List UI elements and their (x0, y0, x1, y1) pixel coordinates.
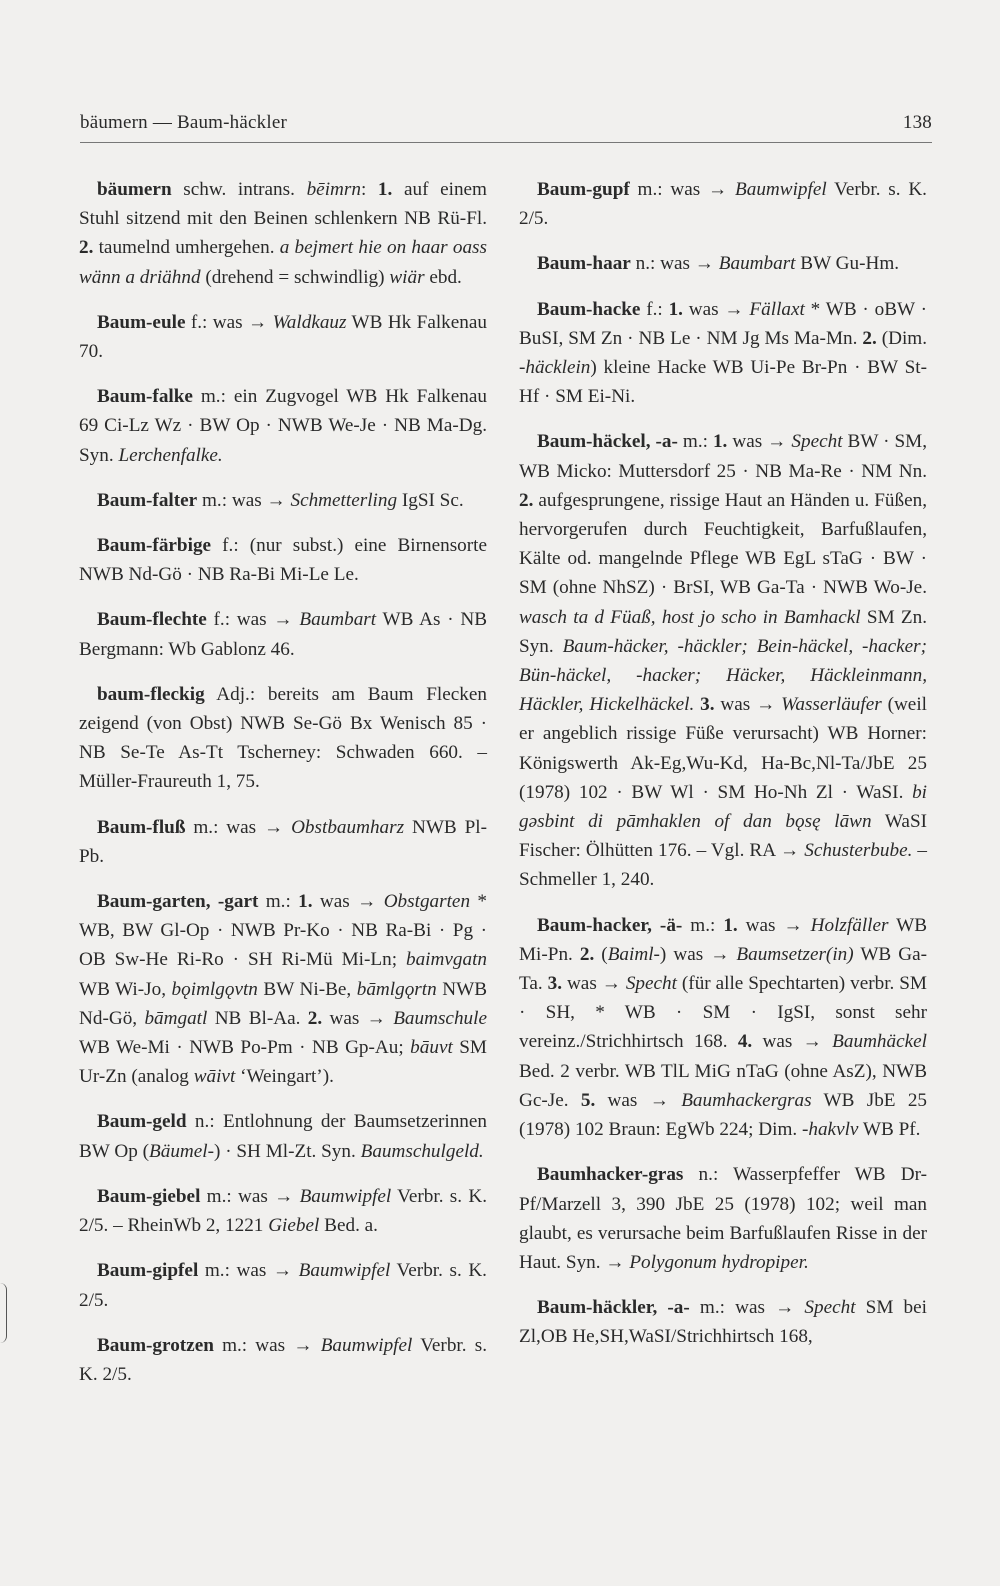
headword: Baum-färbige (97, 535, 212, 557)
entry-text: m.: was → (200, 1185, 300, 1207)
entry-text: WB JbE 25 (1978) 102 Braun: EgWb 224; Dim. (519, 1089, 928, 1141)
dictionary-entry (79, 382, 487, 470)
headword: 3. (700, 694, 715, 716)
entry-text: auf einem Stuhl sitzend mit den Beinen schlenkern NB Rü-Fl. (79, 179, 487, 230)
entry-text: m.: was → (185, 816, 292, 838)
italic-text: Wasserläufer (781, 694, 882, 716)
dictionary-entry (519, 175, 927, 233)
italic-text: Specht (791, 431, 843, 453)
entry-text: f.: (nur subst.) eine Birnensorte NWB Nd-Gö · NB Ra-Bi Mi-Le Le. (79, 535, 487, 586)
italic-text: Bäumel- (149, 1140, 215, 1162)
headword: 4. (737, 1031, 753, 1053)
entry-text: Adj.: bereits am Baum Flecken zeigend (von Obst) NWB Se-Gö Bx Wenisch 85 · NB Se-Te As-Tt Tscherney: Schwaden 660. – Müller-Fraureuth 1, 75. (79, 683, 487, 793)
entry-text: NWB Pl-Pb. (79, 816, 487, 867)
entry-text: m.: was → (689, 1297, 805, 1319)
entry-text: WB Ga-Ta. (519, 943, 928, 995)
dictionary-entry (79, 531, 487, 589)
headword: 2. (79, 237, 94, 259)
headword: Baum-fluß (97, 816, 186, 838)
entry-text: taumelnd umhergehen. (93, 237, 280, 259)
entry-text: was → (737, 914, 811, 936)
headword: 2. (307, 1007, 323, 1029)
entry-text: * WB, BW Gl-Op · NWB Pr-Ko · NB Ra-Bi · Pg · OB Sw-He Ri-Ro · SH Ri-Mü Mi-Ln; (79, 891, 488, 971)
headword: 3. (547, 973, 563, 995)
page-number: 138 (902, 112, 932, 133)
entry-text: WB Wi-Jo, (79, 978, 172, 1000)
dictionary-entry (79, 605, 487, 663)
italic-text: a bejmert hie on haar oass wänn a driähnd (79, 237, 487, 288)
entry-text: was → (714, 694, 782, 716)
entry-text: BW Gu-Hm. (795, 253, 900, 275)
entry-text: NWB Nd-Gö, (79, 978, 487, 1029)
italic-text: Baumschulgeld. (360, 1140, 484, 1162)
headword: Baum-eule (97, 311, 186, 333)
running-head: bäumern — Baum-häckler (80, 112, 287, 133)
italic-text: Schmetterling (290, 489, 398, 511)
italic-text: Baum-häcker, -häckler; Bein-häckel, -hacker; Bün-häckel, -hacker; Häcker, Häckleinmann, Häckler, Hickelhäckel. (519, 635, 927, 716)
italic-text: Polygonum hydropiper. (629, 1251, 809, 1273)
italic-text: Fällaxt (749, 298, 805, 320)
dictionary-entry (79, 308, 487, 366)
entry-text: was → (562, 973, 626, 995)
entry-text: was → (752, 1031, 833, 1053)
entry-text: n.: was → (630, 253, 719, 275)
header-rule (80, 142, 932, 143)
headword: baum-fleckig (97, 683, 205, 705)
entry-text: n.: Wasserpfeffer WB Dr-Pf/Marzell 3, 390 JbE 25 (1978) 102; weil man glaubt, es verursache beim Barfußlaufen Risse in der Haut. Syn. → (519, 1164, 927, 1273)
entry-text: ebd. (424, 266, 462, 288)
headword: 1. (377, 179, 393, 200)
headword: Baum-gipfel (97, 1260, 199, 1282)
headword: Baum-haar (537, 253, 631, 275)
italic-text: wasch ta d Füaß, host jo scho in Bamhackl (519, 606, 861, 628)
headword: Baum-garten, -gart (97, 891, 259, 913)
italic-text: Schusterbube. (804, 840, 913, 862)
entry-text: aufgesprungene, rissige Haut an Händen u. Füßen, hervorgerufen durch Feuchtigkeit, Barfußlaufen, Kälte od. mangelnde Pflege WB EgL sTaG · BW · SM (ohne NhSZ) · BrSI, WB Ga-Ta · NWB Wo-Je. (519, 489, 927, 599)
italic-text: Lerchenfalke. (118, 444, 223, 466)
entry-text: ) · SH Ml-Zt. Syn. (214, 1140, 361, 1162)
entry-text: f.: was → (185, 311, 273, 333)
entry-text: m.: (677, 431, 713, 453)
entry-text: ) kleine Hacke WB Ui-Pe Br-Pn · BW St-Hf · SM Ei-Ni. (519, 357, 927, 408)
italic-text: Baumbart (718, 253, 796, 275)
entry-text: IgSI Sc. (397, 489, 464, 511)
entry-text: Bed. a. (319, 1215, 378, 1237)
italic-text: baimvgatn (405, 949, 487, 971)
dictionary-entry (79, 1107, 487, 1165)
entry-text: m.: was → (629, 179, 736, 200)
dictionary-entry (79, 175, 487, 292)
headword: 2. (862, 327, 877, 349)
italic-text: wiär (389, 266, 425, 288)
italic-text: -hakvlv (801, 1119, 859, 1141)
italic-text: Baumschule (393, 1007, 487, 1029)
entry-text: was → (322, 1007, 394, 1029)
entry-text: WaSI Fischer: Ölhütten 176. – Vgl. RA → (519, 811, 928, 862)
entry-text: – Schmeller 1, 240. (519, 840, 928, 891)
italic-text: bǫimlgǫvtn (171, 978, 258, 1000)
scan-edge-mark (0, 1283, 7, 1343)
italic-text: bāmgatl (144, 1007, 208, 1029)
dictionary-entry (519, 911, 927, 1145)
entry-text: (drehend = schwindlig) (200, 266, 390, 288)
headword: Baum-grotzen (97, 1334, 214, 1356)
entry-text: f.: (640, 298, 669, 320)
dictionary-entry (79, 1256, 487, 1314)
dictionary-entry (79, 486, 487, 515)
dictionary-entry (519, 295, 927, 412)
entry-text: SM Ur-Zn (analog (79, 1037, 487, 1088)
entry-text: m.: was → (197, 489, 291, 511)
italic-text: Baumwipfel (299, 1185, 392, 1207)
headword: Baum-häckel, -a- (537, 431, 678, 453)
entry-text: was → (595, 1089, 682, 1111)
entry-text: WB Mi-Pn. (519, 914, 927, 965)
entry-text: BW Ni-Be, (257, 978, 357, 1000)
italic-text: Holzfäller (810, 914, 889, 936)
headword: Baum-gupf (537, 179, 630, 200)
headword: Baum-hacke (537, 298, 641, 320)
dictionary-entry (79, 1331, 487, 1389)
italic-text: Baumhäckel (832, 1031, 927, 1053)
dictionary-entry (519, 427, 927, 894)
italic-text: Waldkauz (272, 311, 347, 333)
italic-text: -häcklein (519, 357, 591, 379)
entry-text: was → (312, 891, 384, 913)
headword: 2. (579, 943, 595, 965)
italic-text: Baumwipfel (298, 1260, 391, 1282)
italic-text: Obstbaumharz (291, 816, 405, 838)
italic-text: wāivt (193, 1066, 236, 1088)
right-column (519, 175, 927, 1368)
italic-text: bi gəsbint di pāmhaklen of dan bǫsę lāwn (519, 781, 927, 833)
dictionary-entry (79, 680, 487, 797)
entry-text: ‘Weingart’). (235, 1066, 334, 1088)
italic-text: Specht (625, 973, 677, 995)
entry-text: m.: (258, 891, 299, 913)
entry-text: * WB · oBW · BuSI, SM Zn · NB Le · NM Jg Ms Ma-Mn. (519, 298, 927, 349)
entry-text: m.: ein Zugvogel WB Hk Falkenau 69 Ci-Lz Wz · BW Op · NWB We-Je · NB Ma-Dg. Syn. (79, 386, 487, 466)
dictionary-entry (519, 1160, 927, 1277)
entry-text: BW · SM, WB Micko: Muttersdorf 25 · NB Ma-Re · NM Nn. (519, 431, 928, 482)
italic-text: Obstgarten (383, 891, 471, 913)
dictionary-entry (79, 1182, 487, 1240)
italic-text: Specht (804, 1297, 856, 1319)
dictionary-entry (519, 249, 927, 278)
headword: 1. (712, 431, 728, 453)
headword: Baumhacker-gras (537, 1164, 684, 1186)
entry-text: ) was → (659, 943, 737, 965)
headword: 1. (298, 891, 313, 913)
headword: Baum-hacker, -ä- (537, 914, 683, 936)
italic-text: Baumwipfel (320, 1334, 413, 1356)
italic-text: Baumbart (299, 609, 377, 631)
italic-text: Baumhackergras (681, 1089, 812, 1111)
entry-text: NB Bl-Aa. (207, 1007, 308, 1029)
italic-text: Baumwipfel (735, 179, 827, 200)
headword: Baum-häckler, -a- (537, 1297, 690, 1319)
entry-text: Verbr. s. K. 2/5. (79, 1260, 487, 1311)
headword: Baum-flechte (97, 609, 207, 631)
entry-text: SM Zn. Syn. (519, 606, 928, 657)
entry-text: f.: was → (206, 609, 300, 631)
left-column (79, 175, 487, 1405)
headword: 2. (519, 489, 534, 511)
italic-text: Baumsetzer(in) (736, 943, 854, 965)
entry-text: Verbr. s. K. 2/5. – RheinWb 2, 1221 (79, 1185, 487, 1237)
entry-text: n.: Entlohnung der Baumsetzerinnen BW Op ( (79, 1111, 487, 1162)
headword: bäumern (97, 179, 172, 200)
entry-text: m.: was → (198, 1260, 299, 1282)
entry-text: Verbr. s. K. 2/5. (79, 1334, 487, 1385)
entry-text: WB We-Mi · NWB Po-Pm · NB Gp-Au; (79, 1037, 411, 1059)
entry-text: schw. intrans. (171, 179, 307, 200)
entry-text: WB As · NB Bergmann: Wb Gablonz 46. (79, 609, 488, 660)
italic-text: bēimrn (306, 179, 361, 200)
entry-text: was → (682, 298, 750, 320)
entry-text: WB Hk Falkenau 70. (79, 311, 487, 363)
entry-text: m.: was → (213, 1334, 321, 1356)
italic-text: Baiml- (607, 943, 660, 965)
entry-text: SM bei Zl,OB He,SH,WaSI/Strichhirtsch 168, (519, 1297, 927, 1348)
page-header (80, 112, 932, 134)
entry-text: m.: (682, 914, 724, 936)
italic-text: bāmlgǫrtn (356, 978, 437, 1000)
headword: Baum-falter (97, 489, 198, 511)
entry-text: (Dim. (876, 327, 927, 349)
entry-text: WB Pf. (858, 1119, 921, 1141)
headword: 1. (668, 298, 683, 320)
entry-text: Verbr. s. K. 2/5. (519, 179, 927, 230)
headword: 1. (723, 914, 738, 936)
entry-text: (weil er angeblich rissige Füße verursacht) WB Horner: Königswerth Ak-Eg,Wu-Kd, Ha-Bc,Nl-Ta/JbE 25 (1978) 102 · BW Wl · SM Ho-Nh Zl · WaSI. (519, 694, 927, 803)
headword: Baum-giebel (97, 1185, 201, 1207)
entry-text: (für alle Spechtarten) verbr. SM · SH, * WB · SM · IgSI, sonst sehr vereinz./Strichhirtsch 168. (519, 973, 927, 1053)
entry-text: : (360, 179, 378, 200)
entry-text: was → (727, 431, 792, 453)
dictionary-entry (79, 887, 487, 1091)
dictionary-entry (79, 813, 487, 871)
headword: Baum-falke (97, 386, 193, 408)
italic-text: bāuvt (410, 1037, 453, 1059)
entry-text: ( (594, 943, 608, 965)
dictionary-entry (519, 1293, 927, 1351)
headword: Baum-geld (97, 1111, 187, 1133)
entry-text: Bed. 2 verbr. WB TlL MiG nTaG (ohne AsZ), NWB Gc-Je. (519, 1060, 927, 1111)
italic-text: Giebel (268, 1215, 320, 1237)
headword: 5. (580, 1089, 596, 1111)
